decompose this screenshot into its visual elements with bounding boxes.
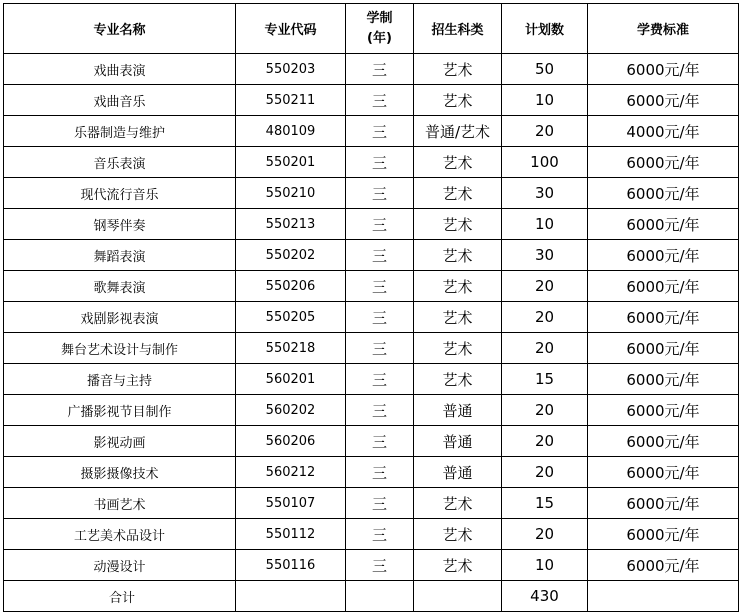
- table-row: [4, 302, 739, 333]
- table-row: [4, 85, 739, 116]
- total-label: 合计: [4, 581, 236, 612]
- cell-fee: 6000元/年: [588, 364, 739, 395]
- cell-category: 普通/艺术: [414, 116, 502, 147]
- cell-category: 普通: [414, 457, 502, 488]
- cell-code: 550206: [236, 271, 346, 302]
- cell-category: 艺术: [414, 147, 502, 178]
- header-category: 招生科类: [414, 4, 502, 54]
- cell-fee: 6000元/年: [588, 426, 739, 457]
- cell-category: 艺术: [414, 302, 502, 333]
- cell-name: 音乐表演: [4, 147, 236, 178]
- table-row: [4, 147, 739, 178]
- total-fee: [588, 581, 739, 612]
- header-plan: 计划数: [502, 4, 588, 54]
- cell-plan: 20: [502, 333, 588, 364]
- cell-fee: 6000元/年: [588, 488, 739, 519]
- cell-name: 戏剧影视表演: [4, 302, 236, 333]
- table-body: [4, 54, 739, 612]
- cell-name: 工艺美术品设计: [4, 519, 236, 550]
- cell-fee: 6000元/年: [588, 209, 739, 240]
- cell-years: 三: [346, 488, 414, 519]
- cell-plan: 30: [502, 240, 588, 271]
- cell-plan: 20: [502, 302, 588, 333]
- cell-name: 摄影摄像技术: [4, 457, 236, 488]
- cell-plan: 20: [502, 395, 588, 426]
- total-row: [4, 581, 739, 612]
- cell-plan: 20: [502, 271, 588, 302]
- cell-years: 三: [346, 550, 414, 581]
- cell-plan: 10: [502, 85, 588, 116]
- cell-years: 三: [346, 178, 414, 209]
- cell-years: 三: [346, 426, 414, 457]
- cell-fee: 4000元/年: [588, 116, 739, 147]
- cell-code: 550201: [236, 147, 346, 178]
- cell-code: 550202: [236, 240, 346, 271]
- cell-years: 三: [346, 302, 414, 333]
- table-row: [4, 364, 739, 395]
- table-row: [4, 54, 739, 85]
- cell-years: 三: [346, 240, 414, 271]
- cell-years: 三: [346, 147, 414, 178]
- cell-fee: 6000元/年: [588, 333, 739, 364]
- cell-fee: 6000元/年: [588, 271, 739, 302]
- cell-category: 艺术: [414, 271, 502, 302]
- table-row: [4, 116, 739, 147]
- table-row: [4, 519, 739, 550]
- cell-code: 550107: [236, 488, 346, 519]
- cell-years: 三: [346, 209, 414, 240]
- cell-years: 三: [346, 333, 414, 364]
- cell-category: 艺术: [414, 550, 502, 581]
- cell-code: 560202: [236, 395, 346, 426]
- cell-fee: 6000元/年: [588, 550, 739, 581]
- header-years-label: 学制(年): [366, 10, 393, 46]
- cell-plan: 10: [502, 209, 588, 240]
- cell-name: 书画艺术: [4, 488, 236, 519]
- cell-category: 艺术: [414, 519, 502, 550]
- cell-category: 普通: [414, 395, 502, 426]
- cell-category: 艺术: [414, 333, 502, 364]
- cell-fee: 6000元/年: [588, 178, 739, 209]
- cell-category: 艺术: [414, 209, 502, 240]
- cell-fee: 6000元/年: [588, 85, 739, 116]
- cell-name: 动漫设计: [4, 550, 236, 581]
- cell-fee: 6000元/年: [588, 457, 739, 488]
- cell-fee: 6000元/年: [588, 302, 739, 333]
- cell-code: 560206: [236, 426, 346, 457]
- cell-fee: 6000元/年: [588, 395, 739, 426]
- cell-code: 550116: [236, 550, 346, 581]
- cell-years: 三: [346, 54, 414, 85]
- cell-code: 560201: [236, 364, 346, 395]
- cell-name: 歌舞表演: [4, 271, 236, 302]
- cell-years: 三: [346, 271, 414, 302]
- cell-code: 550203: [236, 54, 346, 85]
- header-row: [4, 4, 739, 54]
- cell-plan: 15: [502, 488, 588, 519]
- cell-fee: 6000元/年: [588, 147, 739, 178]
- total-years: [346, 581, 414, 612]
- table-row: [4, 488, 739, 519]
- cell-plan: 10: [502, 550, 588, 581]
- cell-plan: 20: [502, 519, 588, 550]
- table-row: [4, 550, 739, 581]
- cell-plan: 100: [502, 147, 588, 178]
- cell-name: 播音与主持: [4, 364, 236, 395]
- cell-name: 钢琴伴奏: [4, 209, 236, 240]
- cell-code: 550213: [236, 209, 346, 240]
- cell-category: 艺术: [414, 364, 502, 395]
- cell-name: 影视动画: [4, 426, 236, 457]
- cell-code: 480109: [236, 116, 346, 147]
- table-row: [4, 240, 739, 271]
- cell-plan: 20: [502, 457, 588, 488]
- cell-category: 艺术: [414, 85, 502, 116]
- cell-category: 艺术: [414, 178, 502, 209]
- cell-plan: 20: [502, 116, 588, 147]
- cell-name: 戏曲音乐: [4, 85, 236, 116]
- cell-plan: 50: [502, 54, 588, 85]
- cell-code: 550112: [236, 519, 346, 550]
- table-row: [4, 457, 739, 488]
- cell-code: 560212: [236, 457, 346, 488]
- cell-years: 三: [346, 116, 414, 147]
- header-code: 专业代码: [236, 4, 346, 54]
- total-plan: 430: [502, 581, 588, 612]
- cell-name: 现代流行音乐: [4, 178, 236, 209]
- cell-code: 550218: [236, 333, 346, 364]
- cell-plan: 15: [502, 364, 588, 395]
- cell-years: 三: [346, 457, 414, 488]
- header-years: [346, 4, 414, 54]
- cell-fee: 6000元/年: [588, 240, 739, 271]
- cell-code: 550210: [236, 178, 346, 209]
- cell-fee: 6000元/年: [588, 519, 739, 550]
- header-fee: 学费标准: [588, 4, 739, 54]
- table-row: [4, 178, 739, 209]
- cell-category: 艺术: [414, 54, 502, 85]
- table-row: [4, 209, 739, 240]
- total-code: [236, 581, 346, 612]
- cell-code: 550205: [236, 302, 346, 333]
- cell-plan: 30: [502, 178, 588, 209]
- cell-name: 广播影视节目制作: [4, 395, 236, 426]
- cell-plan: 20: [502, 426, 588, 457]
- cell-years: 三: [346, 85, 414, 116]
- enrollment-plan-table: [3, 3, 739, 612]
- cell-fee: 6000元/年: [588, 54, 739, 85]
- table-row: [4, 271, 739, 302]
- cell-code: 550211: [236, 85, 346, 116]
- cell-years: 三: [346, 364, 414, 395]
- total-category: [414, 581, 502, 612]
- cell-name: 乐器制造与维护: [4, 116, 236, 147]
- cell-category: 艺术: [414, 240, 502, 271]
- table-row: [4, 426, 739, 457]
- cell-years: 三: [346, 395, 414, 426]
- cell-name: 舞台艺术设计与制作: [4, 333, 236, 364]
- cell-name: 舞蹈表演: [4, 240, 236, 271]
- cell-category: 艺术: [414, 488, 502, 519]
- cell-name: 戏曲表演: [4, 54, 236, 85]
- table-row: [4, 333, 739, 364]
- header-name: 专业名称: [4, 4, 236, 54]
- cell-category: 普通: [414, 426, 502, 457]
- table-row: [4, 395, 739, 426]
- cell-years: 三: [346, 519, 414, 550]
